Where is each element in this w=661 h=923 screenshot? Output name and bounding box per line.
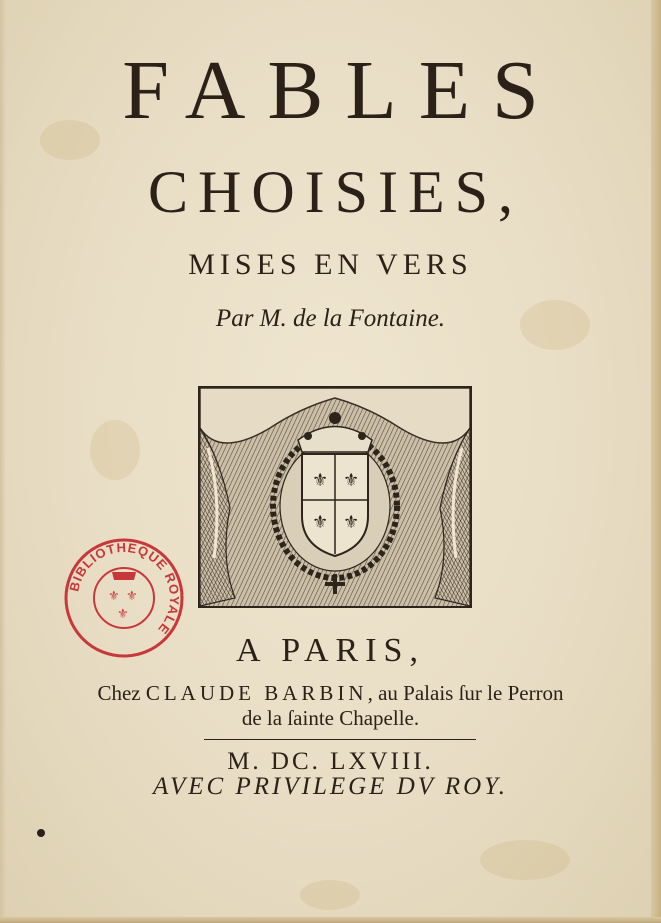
stamp-text: BIBLIOTHEQUE ROYALE [66,539,183,638]
title-fables: FABLES [122,44,561,137]
author-line: Par M. de la Fontaine. [215,305,446,332]
privilege-line: AVEC PRIVILEGE DV ROY. [152,773,508,800]
svg-text:⚜: ⚜ [126,589,138,604]
divider-rule [204,739,476,740]
svg-text:⚜: ⚜ [343,470,360,491]
svg-text:⚜: ⚜ [117,607,129,622]
imprint-place: A PARIS, [236,632,425,669]
page-edge-bottom [0,917,661,923]
ink-spot [37,829,45,837]
svg-text:⚜: ⚜ [108,589,120,604]
royal-arms-vignette [198,386,472,608]
bibliotheque-royale-stamp [62,536,186,660]
svg-text:⚜: ⚜ [343,512,360,533]
publisher-prefix: Chez [97,681,146,705]
title-choisies: CHOISIES, [147,159,524,225]
svg-text:⚜: ⚜ [312,512,329,533]
publisher-suffix: , au Palais ſur le Perron [367,681,564,705]
subtitle: MISES EN VERS [188,248,473,281]
imprint-publisher [0,681,661,706]
library-stamp-seal [62,536,186,660]
imprint-date: M. DC. LXVIII. [227,748,434,775]
svg-text:⚜: ⚜ [312,470,329,491]
imprint-publisher-line2: de la ſainte Chapelle. [241,706,420,730]
publisher-name: CLAUDE BARBIN [145,681,368,705]
coat-of-arms-engraving [200,388,470,606]
